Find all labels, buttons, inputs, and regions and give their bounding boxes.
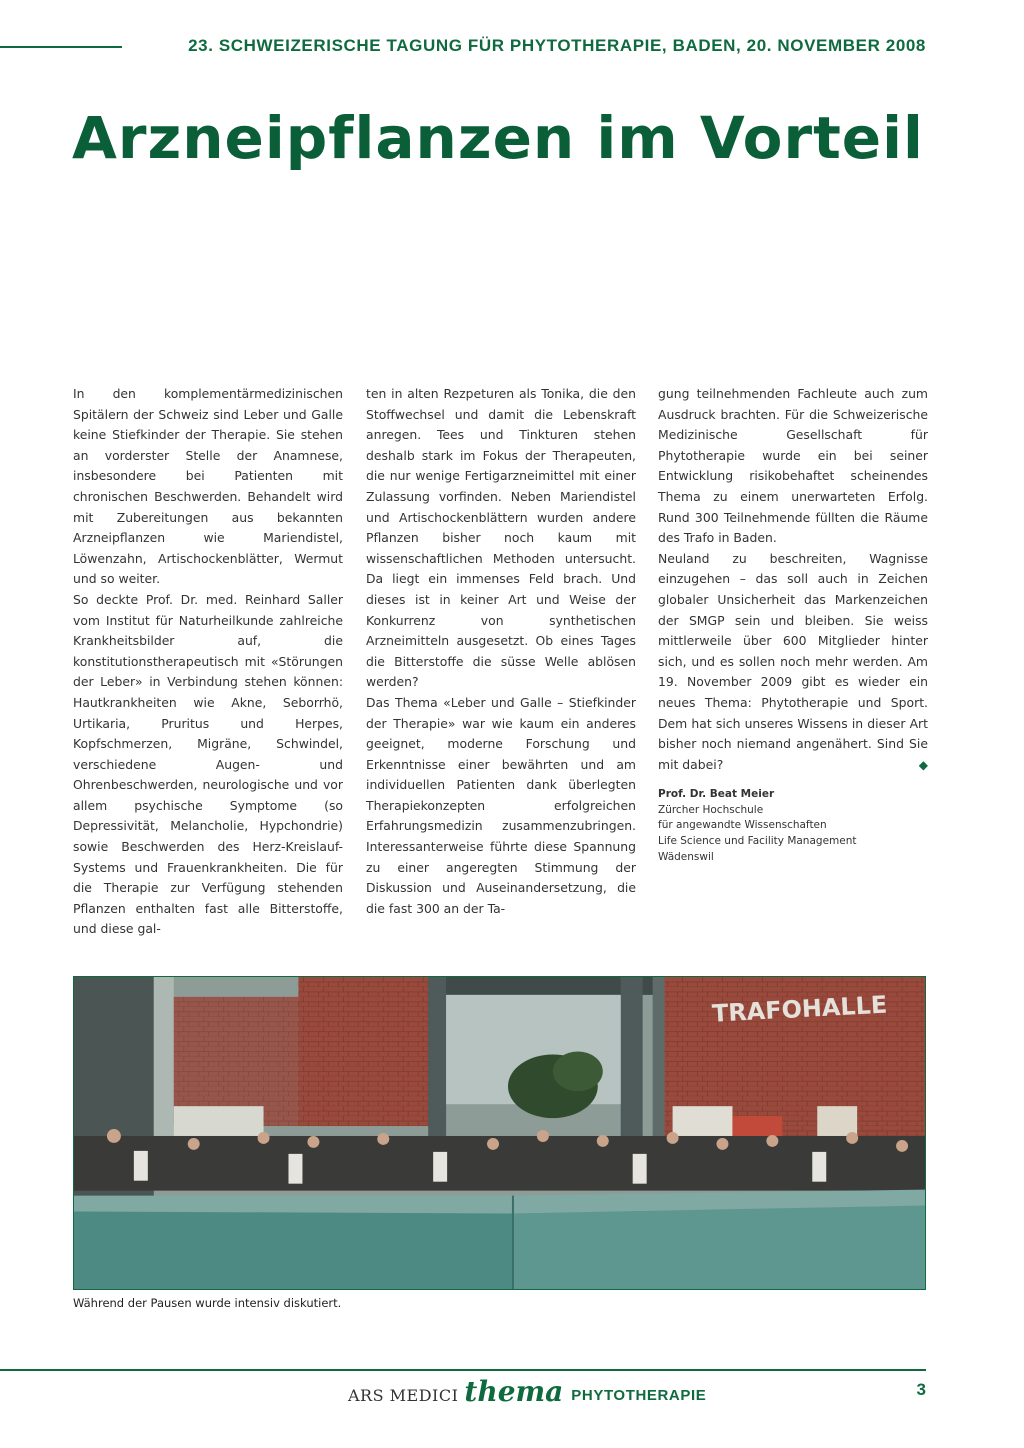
paragraph: [658, 549, 928, 776]
trafohalle-sign: TRAFOHALLE: [711, 990, 888, 1028]
text-column-2: [366, 384, 636, 919]
paragraph: So deckte Prof. Dr. med. Reinhard Saller vom Institut für Naturheilkunde zahlreiche Krankheitsbilder auf, die konstitutionstherapeutisch mit «Störungen der Leber» in Verbindung stehen können: Hautkrankheiten wie Akne, Seborrhö, Urtikaria, Pruritus und Herpes, Kopfschmerzen, Migräne, Schwindel, verschiedene Augen- und Ohrenbeschwerden, neurologische und vor allem psychische Symptome (so Depressivität, Melancholie, Hypchondrie) sowie Beschwerden des Herz-Kreislauf-Systems und Frauenkrankheiten. Die für die Therapie zur Verfügung stehenden Pflanzen enthalten fast alle Bitterstoffe, und diese gal-: [73, 591, 343, 937]
end-diamond-icon: ◆: [918, 757, 928, 772]
paragraph: In den komplementärmedizinischen Spitälern der Schweiz sind Leber und Galle keine Stiefkinder der Therapie. Sie stehen an vorderster Stelle der Anamnese, insbesondere bei Patienten mit chronischen Beschwerden. Behandelt wird mit Zubereitungen aus bekannten Arzneipflanzen wie Mariendistel, Löwenzahn, Artischockenblätter, Wermut und so weiter.: [73, 386, 343, 587]
conference-hall-photo: [73, 976, 926, 1290]
page-number: 3: [916, 1380, 926, 1399]
ars-medici-logo: ARS MEDICI: [348, 1385, 459, 1405]
paragraph: gung teilnehmenden Fachleute auch zum Ausdruck brachten. Für die Schweizerische Medizinische Gesellschaft für Phytotherapie wurde ein bei seiner Entwicklung risikobehaftet scheinendes Thema zu einem unerwarteten Erfolg. Rund 300 Teilnehmende füllten die Räume des Trafo in Baden.: [658, 386, 928, 546]
author-affiliation: Zürcher Hochschule: [658, 803, 764, 816]
conference-header: 23. SCHWEIZERISCHE TAGUNG FÜR PHYTOTHERAPIE, BADEN, 20. NOVEMBER 2008: [188, 36, 926, 55]
footer-brand: [348, 1375, 706, 1415]
author-affiliation: für angewandte Wissenschaften: [658, 819, 827, 832]
author-name: Prof. Dr. Beat Meier: [658, 788, 775, 801]
photo-caption: Während der Pausen wurde intensiv diskutiert.: [73, 1296, 342, 1310]
text-column-1: [73, 384, 343, 940]
thema-logo: thema: [464, 1374, 564, 1408]
author-block: [658, 787, 928, 865]
section-name: PHYTOTHERAPIE: [571, 1386, 707, 1404]
article-title: Arzneipflanzen im Vorteil: [72, 104, 924, 172]
footer-rule: [0, 1369, 926, 1371]
paragraph: Das Thema «Leber und Galle – Stiefkinder der Therapie» war wie kaum ein anderes geeignet, moderne Forschung und Erkenntnisse einer bewährten und am individuellen Patienten dank überlegten Therapiekonzepten erfolgreichen Erfahrungsmedizin zusammenzubringen. Interessanterweise führte diese Spannung zu einer angeregten Stimmung der Diskussion und Auseinandersetzung, die die fast 300 an der Ta-: [366, 694, 636, 916]
paragraph: ten in alten Rezpeturen als Tonika, die den Stoffwechsel und damit die Lebenskraft anregen. Tees und Tinkturen stehen deshalb stark im Fokus der Therapeuten, die nur wenige Fertigarzneimittel mit einer Zulassung vorfinden. Neben Mariendistel und Artischockenblättern wurden andere Pflanzen bisher noch kaum mit wissenschaftlichen Methoden untersucht. Da liegt ein immenses Feld brach. Und dieses ist in keiner Art und Weise der Konkurrenz von synthetischen Arzneimitteln ausgesetzt. Ob eines Tages die Bitterstoffe die süsse Welle ablösen werden?: [366, 386, 636, 690]
text-column-3: [658, 384, 928, 865]
author-affiliation: Life Science und Facility Management: [658, 835, 857, 848]
paragraph-text: Neuland zu beschreiten, Wagnisse einzugehen – das soll auch in Zeichen globaler Unsicherheit das Markenzeichen der SMGP sein und bleiben. Sie weiss mittlerweile über 600 Mitglieder hinter sich, und es sollen noch mehr werden. Am 19. November 2009 gibt es wieder ein neues Thema: Phytotherapie und Sport. Dem hat sich unseres Wissens in dieser Art bisher noch niemand angenähert. Sind Sie mit dabei?: [658, 550, 928, 772]
header-rule: [0, 46, 122, 48]
photo-illustration: [74, 977, 925, 1289]
author-location: Wädenswil: [658, 850, 714, 863]
